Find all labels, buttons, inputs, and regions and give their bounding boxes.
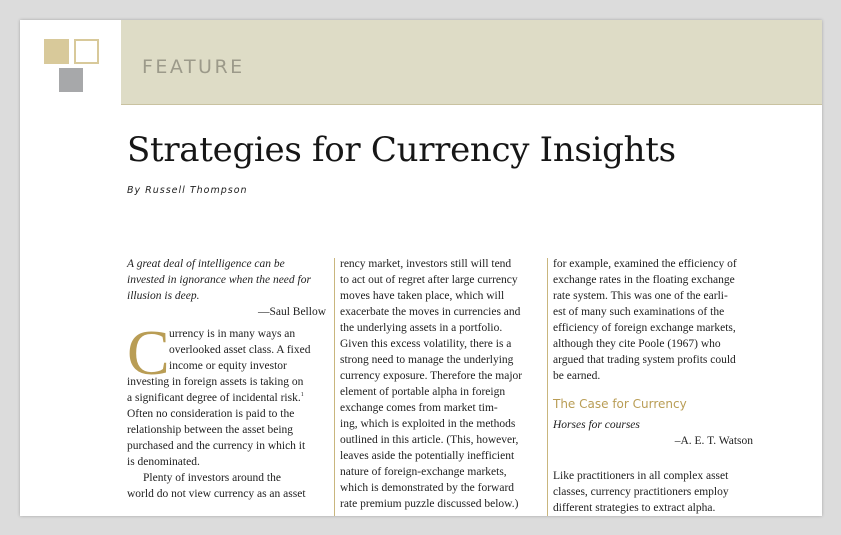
body-line: rate system. This was one of the earli- [553, 290, 728, 302]
body-line: argued that trading system profits could [553, 354, 736, 366]
body-line: Often no consideration is paid to the [127, 408, 295, 420]
document-page [20, 20, 822, 516]
body-line: exacerbate the moves in currencies and [340, 306, 521, 318]
body-line: urrency is in many ways an [169, 328, 296, 340]
body-line: classes, currency practitioners employ [553, 486, 729, 498]
epigraph-line: invested in ignorance when the need for [127, 274, 311, 286]
spacer [553, 384, 753, 396]
body-line: est of many such examinations of the [553, 306, 725, 318]
body-line: relationship between the asset being [127, 424, 294, 436]
column-rule-2 [547, 258, 548, 516]
body-line: different strategies to extract alpha. [553, 502, 716, 514]
column-2 [340, 256, 539, 512]
logo-square-outline-icon [74, 39, 99, 64]
drop-cap: C [127, 317, 170, 388]
body-line: investing in foreign assets is taking on [127, 376, 304, 388]
body-line: moves have taken place, which will [340, 290, 505, 302]
body-line: the underlying assets in a portfolio. [340, 322, 503, 334]
article-byline: By Russell Thompson [127, 185, 248, 196]
body-line: overlooked asset class. A fixed [169, 344, 311, 356]
body-line: exchange rates in the floating exchange [553, 274, 735, 286]
column-3 [553, 256, 753, 516]
body-line: purchased and the currency in which it [127, 440, 306, 452]
body-line: is denominated. [127, 456, 200, 468]
logo-block [20, 20, 122, 104]
column-1 [127, 256, 326, 502]
body-line: for example, examined the efficiency of [553, 258, 737, 270]
body-line: outlined in this article. (This, however, [340, 434, 519, 446]
epigraph-line: illusion is deep. [127, 290, 200, 302]
body-line: world do not view currency as an asset [127, 488, 306, 500]
banner-label: FEATURE [142, 56, 245, 78]
body-line: rency market, investors still will tend [340, 258, 512, 270]
body-line: which is demonstrated by the forward [340, 482, 515, 494]
body-line: currency exposure. Therefore the major [340, 370, 523, 382]
body-line: efficiency of foreign exchange markets, [553, 322, 736, 334]
body-line: Given this excess volatility, there is a [340, 338, 512, 350]
section-heading: The Case for Currency [553, 397, 687, 411]
body-line: exchange comes from market tim- [340, 402, 498, 414]
section-banner [121, 20, 822, 105]
column-rule-1 [334, 258, 335, 516]
logo-square-gray-icon [59, 68, 83, 92]
article-title: Strategies for Currency Insights [127, 130, 676, 170]
lead-paragraph-opening [127, 317, 326, 406]
body-line: income or equity investor [169, 360, 287, 372]
epigraph-attribution: —Saul Bellow [257, 306, 326, 318]
body-line: ing, which is exploited in the methods [340, 418, 516, 430]
epigraph-line: Horses for courses [553, 419, 640, 431]
body-line: to act out of regret after large currency [340, 274, 518, 286]
epigraph-attribution: –A. E. T. Watson [674, 435, 753, 447]
epigraph-line: A great deal of intelligence can be [127, 258, 285, 270]
spacer [553, 449, 753, 468]
body-line: leaves aside the potentially inefficient [340, 450, 515, 462]
body-line: be earned. [553, 370, 601, 382]
body-line: although they cite Poole (1967) who [553, 338, 721, 350]
body-line: Plenty of investors around the [143, 472, 281, 484]
body-line: nature of foreign-exchange markets, [340, 466, 507, 478]
logo-square-gold-icon [44, 39, 69, 64]
body-line: Like practitioners in all complex asset [553, 470, 729, 482]
body-line: rate premium puzzle discussed below.) [340, 498, 519, 510]
footnote-mark[interactable]: 1 [300, 392, 304, 399]
body-text: a significant degree of incidental risk. [127, 392, 301, 404]
body-line: element of portable alpha in foreign [340, 386, 506, 398]
body-line [127, 390, 326, 406]
body-line: strong need to manage the underlying [340, 354, 514, 366]
